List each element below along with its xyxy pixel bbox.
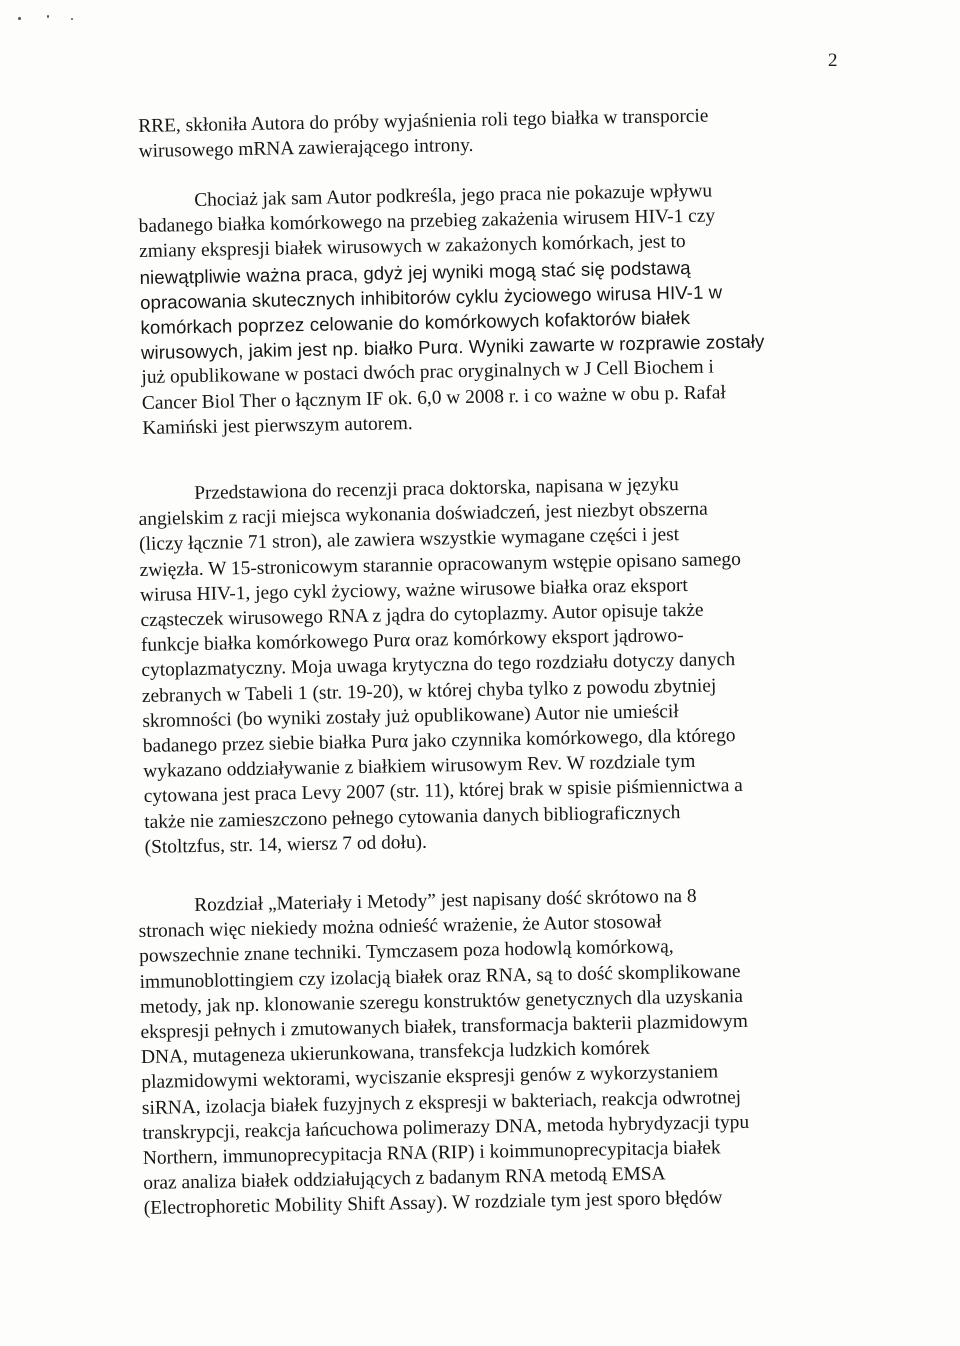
text-line: także nie zamieszczono pełnego cytowania danych bibliograficznych <box>144 801 681 833</box>
text-line: Northern, immunoprecypitacja RNA (RIP) i koimmunoprecypitacja białek <box>142 1137 721 1169</box>
text-line: opracowania skutecznych inhibitorów cyklu życiowego wirusa HIV-1 w <box>139 281 723 313</box>
paragraph-3 <box>138 469 857 860</box>
text-line: plazmidowymi wektorami, wyciszanie ekspresji genów z wykorzystaniem <box>141 1061 719 1094</box>
text-line: funkcje białka komórkowego Purα oraz komórkowy eksport jądrowo- <box>140 625 684 657</box>
text-line: komórkach poprzez celowanie do komórkowych kofaktorów białek <box>140 306 691 338</box>
text-line: badanego przez siebie białka Purα jako czynnika komórkowego, dla którego <box>142 725 736 757</box>
text-line: zmiany ekspresji białek wirusowych w zakażonych komórkach, jest to <box>138 231 686 263</box>
text-line: wirusowych, jakim jest np. białko Purα. Wyniki zawarte w rozprawie zostały <box>140 330 765 364</box>
text-line: wykazano oddziaływanie z białkiem wirusowym Rev. W rozdziale tym <box>143 751 696 783</box>
text-line: cząsteczek wirusowego RNA z jądra do cytoplazmy. Autor opisuje także <box>140 599 704 631</box>
text-line: Cancer Biol Ther o łącznym IF ok. 6,0 w 2008 r. i co ważne w obu p. Rafał <box>141 381 726 414</box>
text-line: skromności (bo wyniki zostały już opublikowane) Autor nie umieścił <box>142 700 679 732</box>
text-line: transkrypcji, reakcja łańcuchowa polimerazy DNA, metoda hybrydyzacji typu <box>142 1111 750 1144</box>
scan-speck <box>47 15 49 18</box>
text-line: wirusowego mRNA zawierającego introny. <box>138 135 474 163</box>
text-line: metody, jak np. klonowanie szeregu konstruktów genetycznych dla uzyskania <box>139 985 744 1018</box>
text-line: cytoplazmatyczny. Moja uwaga krytyczna do tego rozdziału dotyczy danych <box>141 649 736 682</box>
text-line: Kamiński jest pierwszym autorem. <box>142 412 413 439</box>
text-line: cytowana jest praca Levy 2007 (str. 11), której brak w spisie piśmiennictwa a <box>143 775 744 808</box>
scan-speck <box>71 18 73 20</box>
text-line: zebranych w Tabeli 1 (str. 19-20), w której chyba tylko z powodu zbytniej <box>141 675 717 707</box>
text-line: (Stoltzfus, str. 14, wiersz 7 od dołu). <box>144 831 428 858</box>
text-line: RRE, skłoniła Autora do próby wyjaśnienia roli tego białka w transporcie <box>138 105 709 137</box>
paragraph-1 <box>138 101 851 164</box>
text-line: siRNA, izolacja białek fuzyjnych z ekspresji w bakteriach, reakcja odwrotnej <box>141 1086 742 1119</box>
text-line: DNA, mutageneza ukierunkowana, transfekcja ludzkich komórek <box>140 1037 650 1069</box>
text-line: już opublikowane w postaci dwóch prac oryginalnych w J Cell Biochem i <box>141 356 714 389</box>
text-line: badanego białka komórkowego na przebieg zakażenia wirusem HIV-1 czy <box>138 205 716 238</box>
text-line: (Electrophoretic Mobility Shift Assay). W rozdziale tym jest sporo błędów <box>143 1187 723 1220</box>
text-line: oraz analiza białek oddziałujących z badanym RNA metodą EMSA <box>143 1163 666 1195</box>
text-line: wirusa HIV-1, jego cykl życiowy, ważne wirusowe białka oraz eksport <box>139 574 688 606</box>
paragraph-4 <box>138 881 856 1222</box>
text-line: Rozdział „Materiały i Metody” jest napisany dość skrótowo na 8 <box>194 885 697 916</box>
scan-speck <box>18 17 21 20</box>
text-line: (liczy łącznie 71 stron), ale zawiera wszystkie wymagane części i jest <box>138 524 680 556</box>
text-line: stronach więc niekiedy można odnieść wrażenie, że Autor stosował <box>138 911 662 943</box>
text-line: zwięzła. W 15-stronicowym starannie opracowanym wstępie opisano samego <box>139 548 742 581</box>
text-line: ekspresji pełnych i zmutowanych białek, transformacja bakterii plazmidowym <box>140 1010 749 1043</box>
text-line: Chociaż jak sam Autor podkreśla, jego praca nie pokazuje wpływu <box>194 180 713 211</box>
text-line: angielskim z racji miejsca wykonania doświadczeń, jest niezbyt obszerna <box>138 498 708 531</box>
text-line: powszechnie znane techniki. Tymczasem poza hodowlą komórkową, <box>138 936 674 968</box>
page-number: 2 <box>828 50 838 71</box>
paragraph-2 <box>138 176 854 441</box>
text-line: immunoblottingiem czy izolacją białek oraz RNA, są to dość skomplikowane <box>139 960 741 993</box>
text-line: niewątpliwie ważna praca, gdyż jej wyniki mogą stać się podstawą <box>139 256 691 288</box>
text-line: Przedstawiona do recenzji praca doktorska, napisana w języku <box>194 474 679 504</box>
